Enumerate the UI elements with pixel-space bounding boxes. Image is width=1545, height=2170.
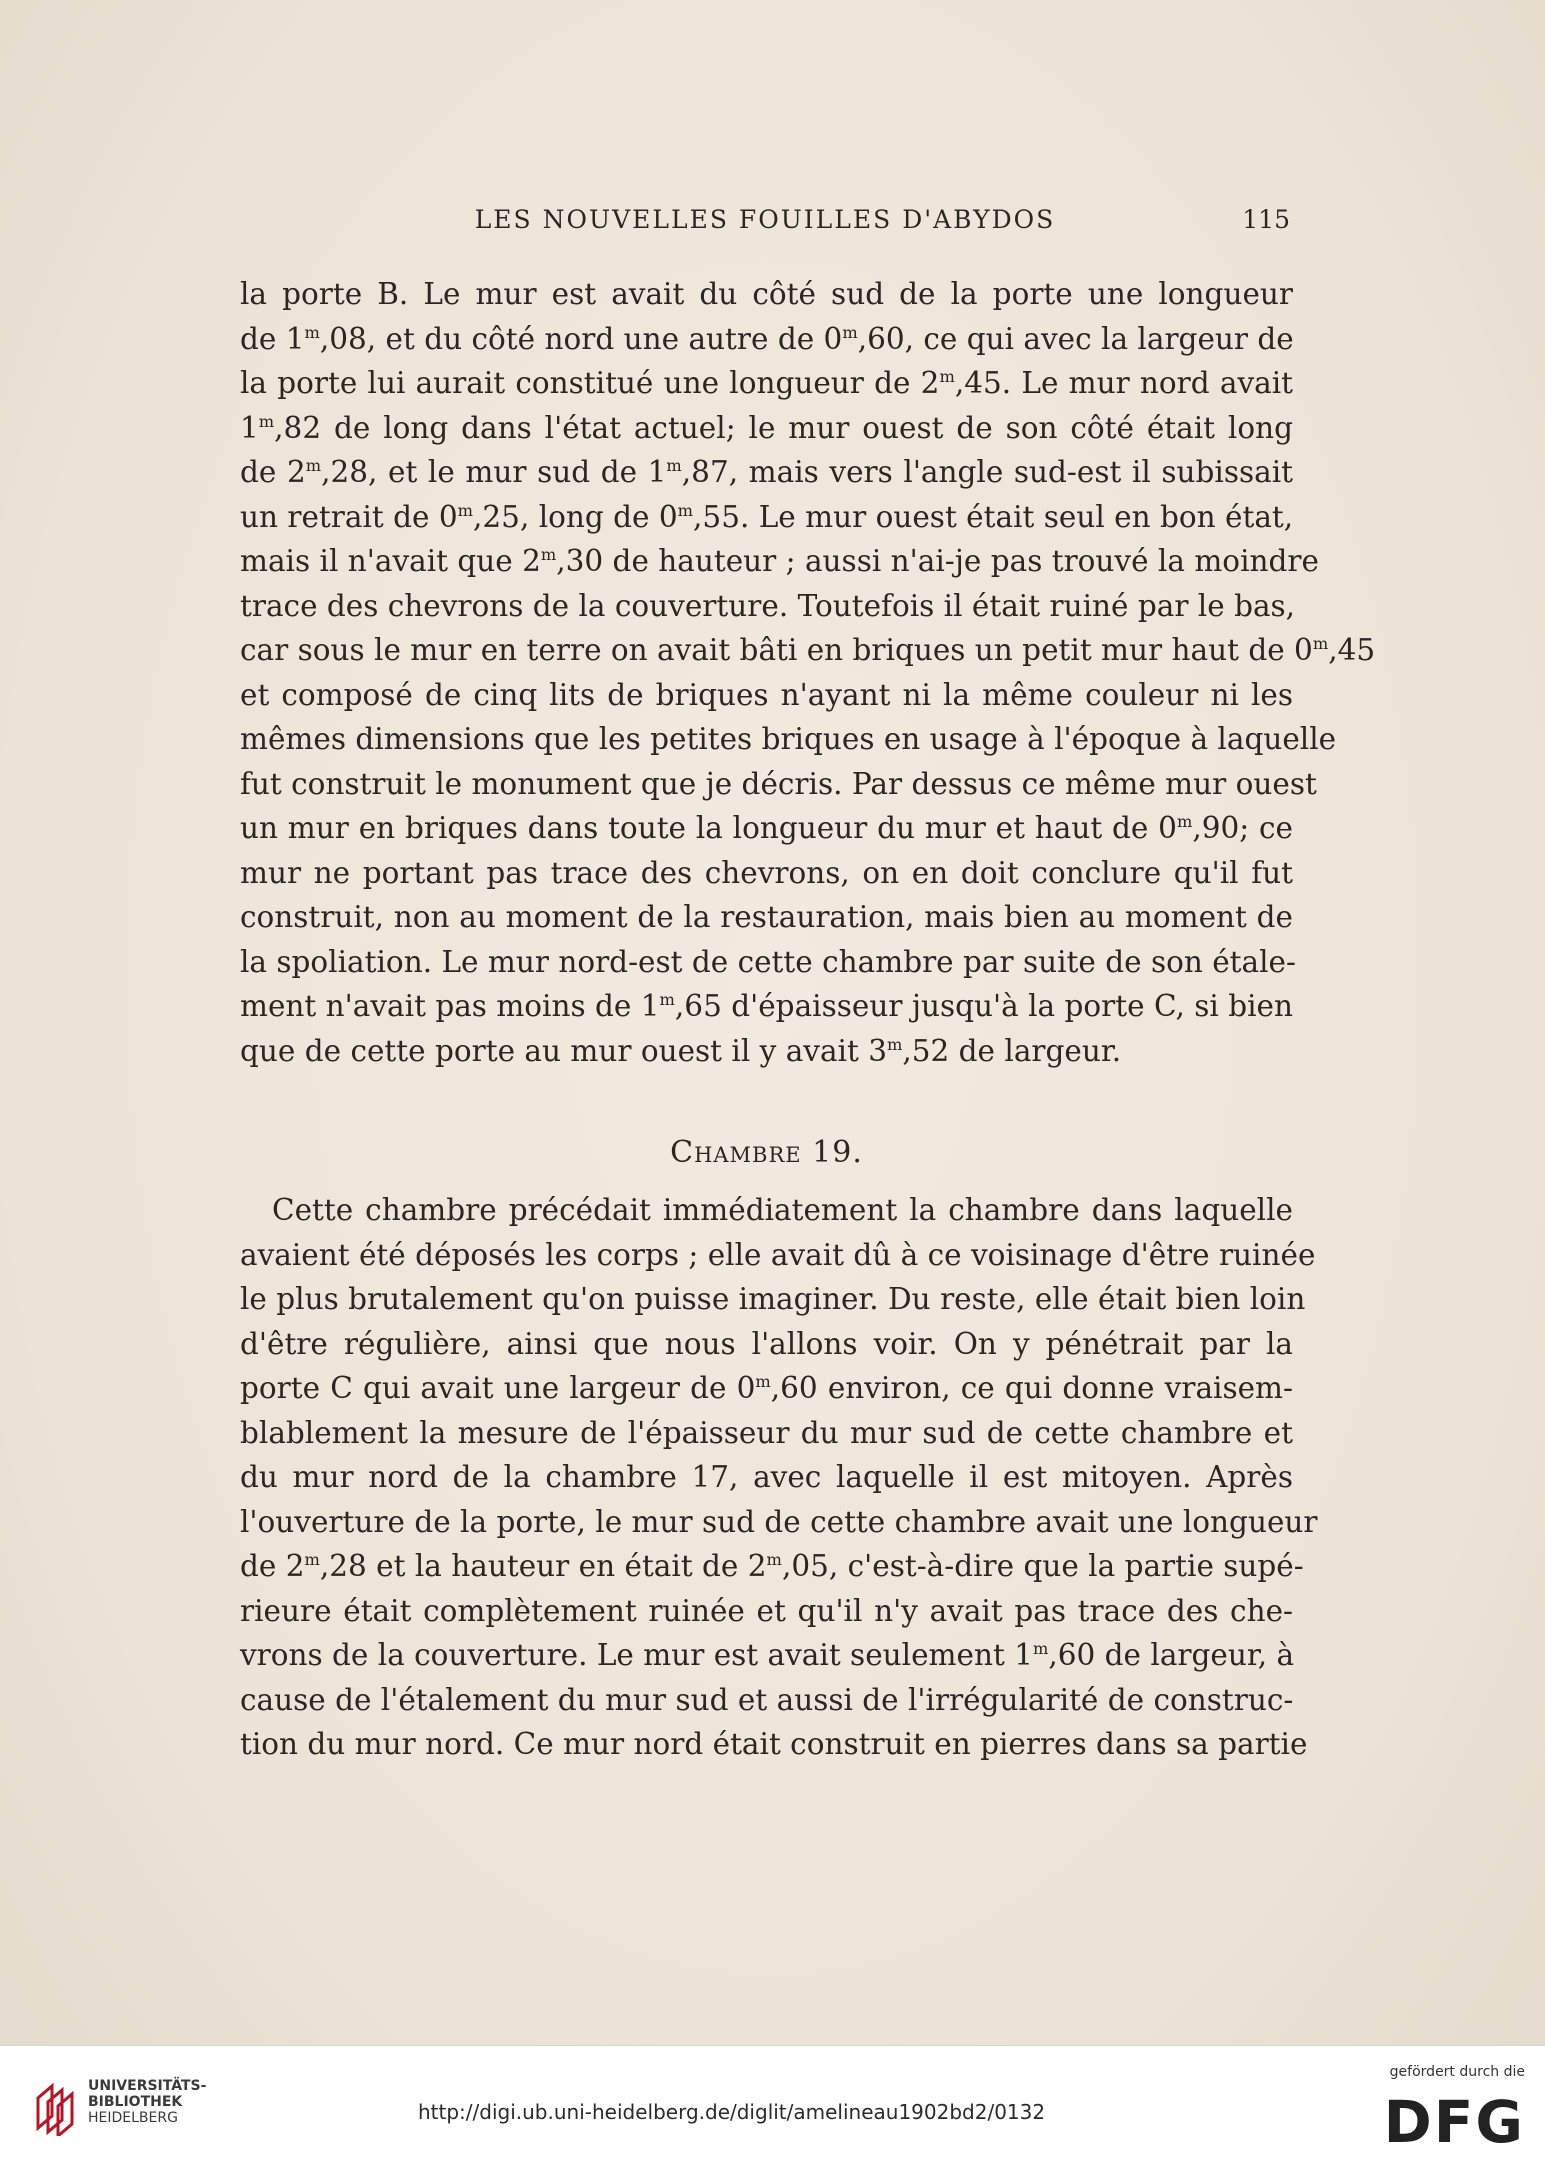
text-segment: porte C qui avait une largeur de 0	[240, 1371, 756, 1405]
text-segment: un mur en briques dans toute la longueur du mur et haut de 0	[240, 811, 1177, 845]
unit-superscript: m	[304, 322, 320, 342]
text-segment: de 1	[240, 321, 305, 356]
text-segment: fut construit le monument que je décris. Par dessus ce même mur ouest	[240, 766, 1317, 801]
text-line	[240, 361, 1293, 406]
unit-superscript: m	[304, 1550, 320, 1570]
text-line	[240, 673, 1293, 718]
text-segment: trace des chevrons de la couverture. Toutefois il était ruiné par le bas,	[240, 588, 1296, 623]
text-segment: d'être régulière, ainsi que nous l'allons voir. On y pénétrait par la	[240, 1326, 1293, 1361]
text-segment: blablement la mesure de l'épaisseur du mur sud de cette chambre et	[240, 1415, 1293, 1450]
text-line	[240, 317, 1293, 362]
text-segment: ,52 de largeur.	[902, 1033, 1122, 1068]
text-segment: que de cette porte au mur ouest il y avait 3	[240, 1033, 887, 1068]
text-segment: la porte lui aurait constitué une longueur de 2	[240, 366, 940, 400]
text-segment: avaient été déposés les corps ; elle avait dû à ce voisinage d'être ruinée	[240, 1237, 1316, 1272]
unit-superscript: m	[939, 367, 955, 387]
text-segment: ,87, mais vers l'angle sud-est il subissait	[681, 455, 1294, 489]
unit-superscript: m	[886, 1034, 903, 1054]
text-segment: ,90; ce	[1192, 811, 1294, 845]
text-line	[240, 1500, 1318, 1545]
text-line	[240, 851, 1293, 896]
unit-superscript: m	[258, 411, 275, 431]
text-segment: ,28, et le mur sud de 1	[321, 455, 667, 489]
text-segment: mais il n'avait que 2	[240, 544, 541, 578]
text-segment: 1	[240, 410, 259, 445]
text-line	[240, 984, 1293, 1029]
unit-superscript: m	[1032, 1639, 1049, 1659]
unit-superscript: m	[305, 456, 322, 476]
text-line	[240, 495, 1293, 540]
library-name-line-3: HEIDELBERG	[88, 2110, 178, 2126]
text-segment: ,45. Le mur nord avait	[954, 366, 1293, 400]
text-segment: l'ouverture de la porte, le mur sud de cette chambre avait une longueur	[240, 1504, 1318, 1539]
text-segment: du mur nord de la chambre 17, avec laquelle il est mitoyen. Après	[240, 1460, 1293, 1494]
page-number: 115	[1242, 205, 1290, 234]
unit-superscript: m	[677, 500, 694, 520]
text-line	[240, 806, 1293, 851]
text-segment: ,65 d'épaisseur jusqu'à la porte C, si bien	[674, 989, 1293, 1023]
text-segment: le plus brutalement qu'on puisse imaginer. Du reste, elle était bien loin	[240, 1282, 1306, 1316]
text-segment: ,28 et la hauteur en était de 2	[319, 1549, 767, 1583]
text-segment: car sous le mur en terre on avait bâti en briques un petit mur haut de 0	[240, 633, 1313, 667]
text-segment: Cette chambre précédait immédiatement la chambre dans laquelle	[272, 1193, 1293, 1227]
text-line	[240, 1366, 1293, 1411]
text-segment: ,60 de largeur, à	[1048, 1638, 1295, 1672]
text-line	[240, 450, 1293, 495]
text-line	[240, 539, 1319, 584]
text-segment: ,25, long de 0	[473, 499, 678, 534]
text-segment: ,60, ce qui avec la largeur de	[857, 321, 1294, 356]
library-name-line-1: UNIVERSITÄTS-	[88, 2078, 207, 2094]
section-heading	[240, 1135, 1293, 1170]
text-line	[240, 1233, 1316, 1278]
paragraph-1	[240, 272, 1376, 1073]
text-segment: ,05, c'est-à-dire que la partie supé-	[781, 1549, 1304, 1583]
footer-bar	[0, 2045, 1545, 2170]
running-header	[240, 205, 1290, 245]
unit-superscript: m	[766, 1550, 782, 1570]
text-segment: et composé de cinq lits de briques n'ayant ni la même couleur ni les	[240, 677, 1293, 712]
text-line	[240, 272, 1293, 317]
text-line	[240, 895, 1293, 940]
text-segment: la spoliation. Le mur nord-est de cette chambre par suite de son étale-	[240, 944, 1296, 979]
text-segment: ,82 de long dans l'état actuel; le mur ouest de son côté était long	[274, 410, 1293, 445]
text-segment: de 2	[240, 1549, 305, 1583]
text-segment: rieure était complètement ruinée et qu'il n'y avait pas trace des che-	[240, 1593, 1293, 1628]
text-line	[240, 940, 1296, 985]
text-line	[240, 1277, 1306, 1322]
text-segment: cause de l'étalement du mur sud et aussi de l'irrégularité de construc-	[240, 1682, 1294, 1717]
text-segment: de 2	[240, 455, 306, 489]
unit-superscript: m	[842, 322, 858, 342]
text-segment: ,55. Le mur ouest était seul en bon état,	[693, 499, 1294, 534]
unit-superscript: m	[540, 545, 557, 565]
running-title: LES NOUVELLES FOUILLES D'ABYDOS	[474, 205, 1056, 234]
text-segment: ,08, et du côté nord une autre de 0	[319, 321, 843, 356]
text-line	[240, 1455, 1293, 1500]
text-segment: ,45	[1328, 633, 1376, 667]
text-line	[240, 1589, 1293, 1634]
text-line	[240, 717, 1337, 762]
text-line	[240, 1411, 1293, 1456]
dfg-logo: DFG	[1383, 2088, 1525, 2156]
text-segment: la porte B. Le mur est avait du côté sud de la porte une longueur	[240, 277, 1293, 311]
unit-superscript: m	[457, 500, 474, 520]
library-name-line-2: BIBLIOTHEK	[88, 2094, 183, 2110]
text-line	[240, 1322, 1293, 1367]
unit-superscript: m	[1312, 634, 1329, 654]
text-segment: ,30 de hauteur ; aussi n'ai-je pas trouvé la moindre	[556, 544, 1319, 578]
paragraph-2	[240, 1188, 1318, 1767]
unit-superscript: m	[659, 990, 675, 1010]
text-line	[240, 762, 1317, 807]
unit-superscript: m	[666, 456, 682, 476]
funding-label: gefördert durch die	[1389, 2064, 1525, 2080]
text-segment: ,60 environ, ce qui donne vraisem-	[770, 1371, 1293, 1405]
text-line	[240, 584, 1296, 629]
unit-superscript: m	[755, 1372, 771, 1392]
permalink-url[interactable]: http://digi.ub.uni-heidelberg.de/diglit/amelineau1902bd2/0132	[418, 2100, 1046, 2124]
library-name	[88, 2078, 206, 2126]
text-segment: vrons de la couverture. Le mur est avait seulement 1	[240, 1638, 1033, 1672]
text-segment: tion du mur nord. Ce mur nord était construit en pierres dans sa partie	[240, 1727, 1308, 1761]
text-line	[240, 1633, 1293, 1678]
text-segment: construit, non au moment de la restauration, mais bien au moment de	[240, 900, 1293, 934]
text-line	[240, 406, 1293, 451]
unit-superscript: m	[1176, 812, 1193, 832]
text-line	[240, 1544, 1304, 1589]
text-segment: ment n'avait pas moins de 1	[240, 989, 660, 1023]
university-library-logo-icon	[30, 2076, 80, 2136]
text-segment: mêmes dimensions que les petites briques en usage à l'époque à laquelle	[240, 722, 1337, 756]
section-heading-text: Chambre 19.	[670, 1135, 863, 1170]
text-segment: un retrait de 0	[240, 499, 458, 534]
text-line	[240, 1188, 1293, 1233]
text-segment: mur ne portant pas trace des chevrons, on en doit conclure qu'il fut	[240, 855, 1293, 890]
text-line	[240, 1678, 1293, 1723]
text-line	[240, 628, 1376, 673]
text-line	[240, 1722, 1308, 1767]
text-line	[240, 1029, 1293, 1074]
